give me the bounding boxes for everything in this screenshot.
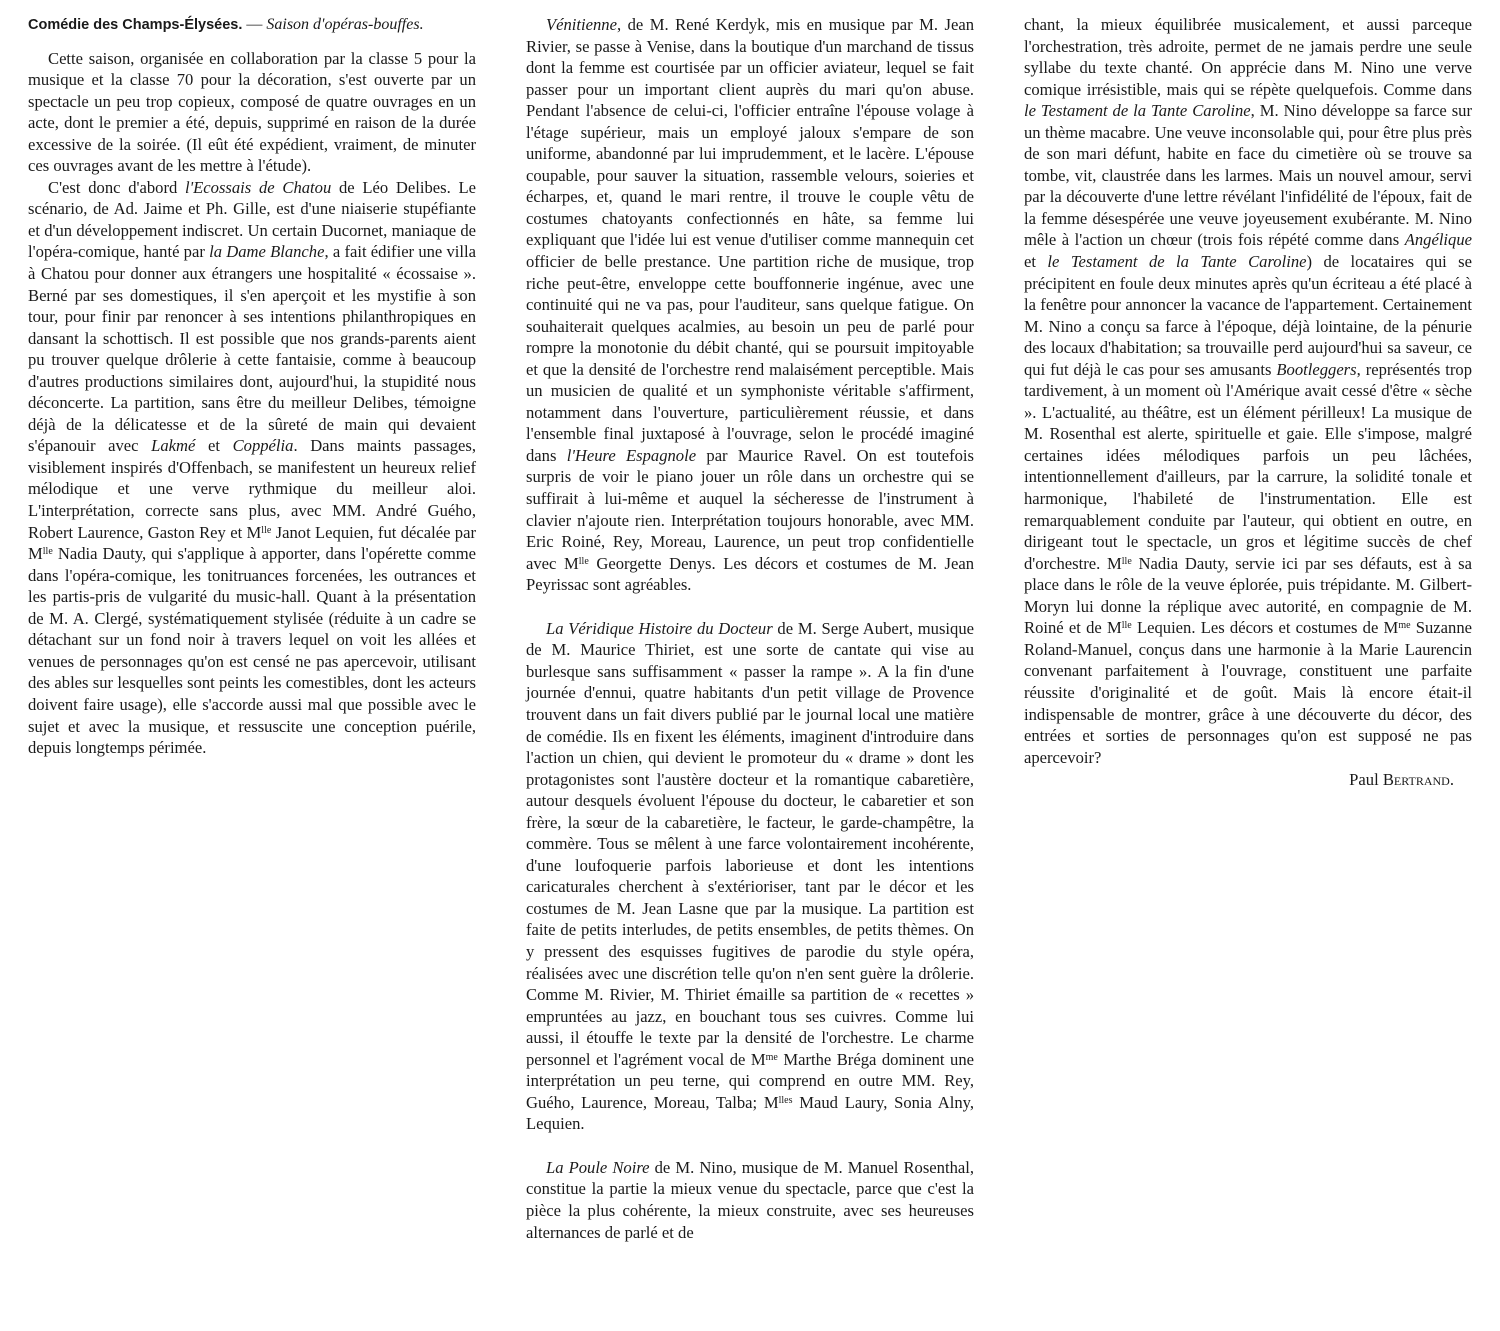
honorific-superscript: me <box>765 1051 778 1063</box>
column-3 <box>1024 14 1472 1331</box>
honorific-superscript: lle <box>578 555 589 567</box>
text-run: et <box>1024 252 1048 272</box>
honorific-superscript: lle <box>261 524 272 536</box>
work-title: le Testament de la Tante Caroline <box>1024 101 1251 121</box>
work-title: Angélique <box>1404 230 1472 250</box>
honorific-superscript: lle <box>42 546 53 558</box>
work-title: Vénitienne <box>546 15 617 34</box>
paragraph-poule-noire-continued <box>1024 14 1472 768</box>
text-run: Nadia Dauty, qui s'applique à apporter, dans l'opérette comme dans l'opéra-comique, les tonitruances forcenées, les outrances et les partis-pris de vulgarité du music-hall. Quant à la présentation de M. A. Clergé, systématiquement stylisée (réduite à un cadre se détachant sur un fond noir à travers lequel on voit les allées et venues de personnages qu'on est censé ne pas apercevoir, utilisant des ables sur lesquelles sont peints les comestibles, dont les acteurs doivent faire usage), elle s'accorde aussi mal que possible avec le sujet et avec la musique, et ressuscite une conception puérile, depuis longtemps périmée. <box>28 544 476 758</box>
text-run: , représentés trop tardivement, à un moment où l'Amérique avait cessé d'être « sèche ». L'actualité, au théâtre, est un élément périlleux! La musique de M. Rosenthal est alerte, spirituelle et gaie. Elle s'impose, malgré certaines idées mélodiques parfois un peu lâchées, intentionnellement d'ailleurs, par la carrure, la solidité tonale et harmonique, l'habileté de l'instrumentation. Elle est remarquablement conduite par l'auteur, qui obtient en outre, en dirigeant tout le spectacle, un gros et légitime succès de chef d'orchestre. M <box>1024 359 1472 573</box>
heading-separator: — <box>242 16 267 33</box>
text-run: , a fait édifier une villa à Chatou pour donner aux étrangers une hospitalité « écossaise ». Berné par ses domestiques, il s'en aperçoit et les mystifie à son tour, pour finir par renoncer à ses intentions philanthropiques en dansant la schottisch. Il est possible que nos grands-parents aient pu trouver quelque drôlerie à cette fantaisie, comme à beaucoup d'autres productions similaires dont, aujourd'hui, la stupidité nous déconcerte. La partition, sans être du meilleur Delibes, témoigne déjà de la délicatesse et de la sûreté de main qui devaient s'épanouir avec <box>28 242 477 456</box>
venue-title: Comédie des Champs-Élysées. <box>28 17 243 33</box>
honorific-superscript: lle <box>1121 620 1132 632</box>
text-run: et <box>195 436 233 456</box>
text-run: Georgette Denys. Les décors et costumes de M. Jean Peyrissac sont agréables. <box>526 553 974 595</box>
author-first-name: Paul <box>1349 770 1383 790</box>
work-title: la Dame Blanche <box>209 242 325 262</box>
work-title: La Poule Noire <box>546 1157 650 1177</box>
column-2 <box>526 14 974 1331</box>
honorific-superscript: lle <box>1121 555 1132 567</box>
text-run: . Dans maints passages, visiblement inspirés d'Offenbach, se manifestent un heureux relief mélodique et une verve rythmique du meilleur aloi. L'interprétation, correcte sans plus, avec MM. André Guého, Robert Laurence, Gaston Rey et M <box>28 436 476 542</box>
text-run: C'est donc d'abord <box>48 177 186 197</box>
paragraph-poule-noire <box>526 1157 974 1243</box>
text-run: , de M. René Kerdyk, mis en musique par M. Jean Rivier, se passe à Venise, dans la boutique d'un marchand de tissus dont la femme est courtisée par un officier aviateur, lequel se fait passer pour un important client auprès du mari qu'on abuse. Pendant l'absence de celui-ci, l'officier entraîne l'épouse volage à l'étage supérieur, mais un employé jaloux s'empare de son uniforme, abandonné par lui imprudemment, et le lacère. L'épouse coupable, pour sauver la situation, rassemble velours, soieries et écharpes, et, quand le mari rentre, il trouve le couple vêtu de costumes chatoyants confectionnés en hâte, sa femme lui expliquant que l'idée lui est venue d'utiliser comme mannequin cet officier de belle prestance. Une partition riche de musique, trop riche peut-être, enveloppe cette bouffonnerie ingénue, avec une continuité qui ne va pas, pour l'auditeur, sans quelque fatigue. On souhaiterait quelques acalmies, au besoin un peu de parlé pour rompre la monotonie du débit chanté, qui se poursuit impitoyable et que la densité de l'orchestre rend malaisément perceptible. Mais un musicien de qualité et un symphoniste véritable s'affirment, notamment dans l'ouverture, particulièrement réussie, et dans l'ensemble final juxtaposé à l'ouvrage, selon le procédé imaginé dans <box>526 15 974 465</box>
text-run: Maud Laury, Sonia Alny, Lequien. <box>526 1092 974 1134</box>
work-title: Bootleggers <box>1276 359 1357 379</box>
article-heading <box>28 14 476 37</box>
paragraph-intro: Cette saison, organisée en collaboration par la classe 5 pour la musique et la classe 70 pour la décoration, s'est ouverte par un spectacle un peu trop copieux, composé de quatre ouvrages en un acte, dont le premier a été, depuis, supprimé en raison de la durée excessive de la soirée. (Il eût été expédient, vraiment, de minuter ces ouvrages avant de les mettre à l'étude). <box>28 48 476 176</box>
honorific-superscript: me <box>1398 620 1411 632</box>
text-run: Marthe Bréga dominent une interprétation un peu terne, qui comprend en outre MM. Rey, Guého, Laurence, Moreau, Talba; M <box>526 1049 974 1112</box>
text-run: Janot Lequien, fut décalée par M <box>28 522 476 564</box>
text-run: de M. Serge Aubert, musique de M. Maurice Thiriet, est une sorte de cantate qui vise au burlesque sans suffisamment « passer la rampe ». A la fin d'une journée d'ennui, quatre habitants d'un petit village de Provence trouvent dans un fait divers publié par le journal local une matière de comédie. Ils en fixent les éléments, imaginent d'introduire dans l'action un chien, qui devient le promoteur du « drame » dont les protagonistes sont l'austère docteur et la romantique cabaretière, autour desquels évoluent l'épouse du docteur, le cabaretier et son frère, la sœur de la cabaretière, le facteur, le garde-champêtre, la commère. Tous se mêlent à une farce volontairement incohérente, d'une loufoquerie parfois laborieuse et dont les intentions caricaturales cherchent à s'extérioriser, tant par le décor et les costumes de M. Jean Lasne que par la musique. La partition est faite de petits interludes, de petits ensembles, de petits thèmes. On y pressent des esquisses fugitives de parodie du style opéra, réalisées avec une discrétion telle qu'on n'en sent guère la drôlerie. Comme M. Rivier, M. Thiriet émaille sa partition de « recettes » empruntées au jazz, en bouchant tous ses cuivres. Comme lui aussi, il étouffe le texte par la densité de l'orchestre. Le charme personnel et l'agrément vocal de M <box>526 618 974 1069</box>
season-subtitle: Saison d'opéras-bouffes. <box>266 16 424 33</box>
column-1 <box>28 14 476 1331</box>
paragraph-ecossais <box>28 177 476 759</box>
text-run: Suzanne Roland-Manuel, conçus dans une harmonie à la Marie Laurencin convenant parfaitement à l'ouvrage, constituent une parfaite réussite d'originalité et de goût. Mais là encore était-il indispensable de montrer, grâce à une découverte du décor, des entrées et sorties de personnages qu'on est supposé ne pas apercevoir? <box>1024 618 1472 767</box>
author-signature <box>1024 769 1472 791</box>
honorific-superscript: lles <box>778 1094 793 1106</box>
text-run: ) de locataires qui se précipitent en foule deux minutes après qu'un écriteau a été placé à la fenêtre pour annoncer la vacance de l'appartement. Certainement M. Nino a conçu sa farce à l'époque, déjà lointaine, de la pénurie des locaux d'habitation; sa trouvaille perd aujourd'hui sa saveur, ce qui fut déjà le cas pour ses amusants <box>1024 252 1473 379</box>
text-run: par Maurice Ravel. On est toutefois surpris de voir le piano jouer un rôle dans un orchestre qui se suffirait à lui-même et auquel la sécheresse de l'instrument à clavier n'ajoute rien. Interprétation toujours honorable, avec MM. Eric Roiné, Rey, Moreau, Laurence, un peut trop confidentielle avec M <box>526 445 974 573</box>
paragraph-venitienne <box>526 14 974 596</box>
text-run: , M. Nino développe sa farce sur un thème macabre. Une veuve inconsolable qui, pour être plus près de son mari défunt, habite en face du cimetière où se trouve sa tombe, vit, claustrée dans les larmes. Mais un nouvel amour, servi par la découverte d'une lettre révélant l'infidélité de l'époux, fait de la femme désespérée une veuve joyeusement exubérante. M. Nino mêle à l'action un chœur (trois fois répété comme dans <box>1024 101 1472 250</box>
work-title: l'Ecossais de Chatou <box>185 177 332 197</box>
text-run: Lequien. Les décors et costumes de M <box>1131 618 1399 638</box>
work-title: Lakmé <box>151 436 196 456</box>
work-title: Coppélia <box>232 436 294 456</box>
text-run: Nadia Dauty, servie ici par ses défauts, est à sa place dans le rôle de la veuve éplorée, puis trépidante. M. Gilbert-Moryn lui donne la réplique avec autorité, en compagnie de M. Roiné et de M <box>1024 553 1472 638</box>
work-title: le Testament de la Tante Caroline <box>1047 252 1307 272</box>
text-run: de M. Nino, musique de M. Manuel Rosenthal, constitue la partie la mieux venue du spectacle, parce que c'est la pièce la plus cohérente, la mieux construite, avec ses heureuses alternances de parlé et de <box>526 1157 975 1242</box>
text-run: chant, la mieux équilibrée musicalement, et aussi parceque l'orchestration, très adroite, permet de ne jamais perdre une seule syllabe du texte chanté. On apprécie dans M. Nino une verve comique irrésistible, mais qui se répète quelquefois. Comme dans <box>1024 15 1472 99</box>
author-last-name: Bertrand. <box>1382 770 1454 790</box>
paragraph-veridique-histoire <box>526 618 974 1135</box>
text-run: de Léo Delibes. Le scénario, de Ad. Jaime et Ph. Gille, est d'une niaiserie stupéfiante et d'un développement indiscret. Un certain Ducornet, maniaque de l'opéra-comique, hanté par <box>28 177 476 262</box>
work-title: l'Heure Espagnole <box>566 445 697 465</box>
work-title: La Véridique Histoire du Docteur <box>546 618 773 638</box>
